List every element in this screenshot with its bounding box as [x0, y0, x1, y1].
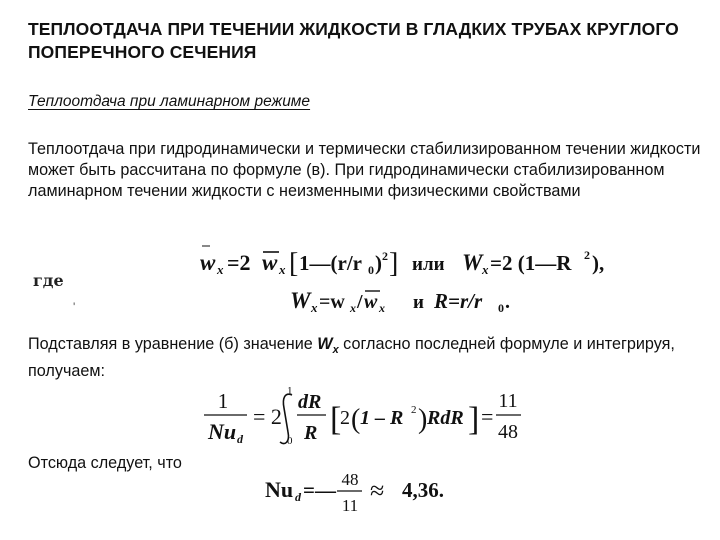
svg-text:или: или [412, 254, 445, 275]
svg-text:2: 2 [382, 249, 388, 263]
svg-text:d: d [295, 490, 301, 504]
svg-text:48: 48 [498, 421, 518, 443]
svg-text:]: ] [468, 401, 480, 438]
svg-text:[: [ [289, 248, 299, 279]
svg-text:1 – R: 1 – R [360, 407, 404, 429]
paragraph-intro: Теплоотдача при гидродинамически и термически стабилизированном течении жидкости может быть рассчитана по формуле (в). При гидродинамически стабилизированном ламинарном течении жидкости с неизменными физическими свойствами [28, 140, 701, 200]
stray-mark: ' [73, 300, 76, 314]
paragraph-substitution-after: согласно последней формуле и интегрируя, получаем: [28, 335, 675, 381]
formula-velocity-profile [200, 246, 604, 279]
formula-dimensionless [290, 288, 510, 315]
svg-text:w: w [200, 250, 216, 275]
svg-text:=2 (1—R: =2 (1—R [490, 251, 572, 275]
svg-text:w: w [262, 250, 278, 275]
svg-text:2: 2 [411, 404, 417, 416]
svg-text:x: x [379, 301, 385, 315]
svg-text:x: x [350, 301, 356, 315]
svg-text:W: W [290, 288, 311, 313]
svg-text:): ) [418, 404, 428, 435]
svg-text:),: ), [592, 251, 605, 275]
svg-text:/: / [357, 291, 363, 313]
svg-text:1: 1 [287, 385, 293, 397]
svg-text:): ) [375, 251, 382, 275]
formula-integral [204, 385, 521, 447]
svg-text:]: ] [389, 248, 399, 279]
svg-text:48: 48 [341, 470, 359, 489]
formula-result [265, 470, 444, 515]
svg-text:.: . [505, 291, 510, 313]
svg-text:dR: dR [298, 391, 322, 413]
svg-text:= 2: = 2 [253, 404, 282, 429]
svg-text:0: 0 [368, 263, 374, 277]
svg-text:=2: =2 [227, 250, 251, 275]
section-subtitle: Теплоотдача при ламинарном режиме [28, 93, 311, 110]
svg-text:x: x [482, 262, 489, 277]
svg-text:R=r/r: R=r/r [434, 289, 483, 313]
svg-text:x: x [311, 300, 318, 315]
page-title: ТЕПЛООТДАЧА ПРИ ТЕЧЕНИИ ЖИДКОСТИ В ГЛАДКИХ ТРУБАХ КРУГЛОГО ПОПЕРЕЧНОГО СЕЧЕНИЯ [28, 19, 679, 62]
variable-wx: $W_x$ [317, 335, 339, 357]
svg-text:1: 1 [217, 389, 229, 413]
svg-text:11: 11 [341, 496, 359, 515]
paragraph-substitution-before: Подставляя в уравнение (б) значение [28, 335, 318, 353]
paragraph-conclusion: Отсюда следует, что [28, 454, 182, 472]
svg-text:1—(r/r: 1—(r/r [299, 251, 362, 275]
svg-text:(: ( [351, 404, 361, 435]
svg-text:[: [ [330, 401, 342, 438]
svg-text:=—: =— [303, 478, 336, 502]
svg-text:≈: ≈ [370, 476, 385, 505]
svg-text:4,36.: 4,36. [402, 478, 444, 502]
svg-text:x: x [217, 262, 224, 277]
svg-text:W: W [462, 250, 483, 275]
svg-text:и: и [413, 292, 424, 313]
svg-text:Nu: Nu [208, 419, 237, 444]
svg-text:2: 2 [584, 248, 590, 262]
svg-text:0: 0 [498, 301, 504, 315]
svg-text:R: R [304, 422, 318, 444]
svg-text:w: w [364, 291, 378, 313]
svg-text:=w: =w [319, 291, 345, 313]
where-label: где [33, 271, 64, 290]
svg-text:11: 11 [498, 390, 518, 412]
svg-text:=: = [481, 404, 494, 429]
svg-text:x: x [279, 262, 286, 277]
svg-text:Nu: Nu [265, 477, 294, 502]
svg-text:d: d [237, 432, 243, 446]
svg-text:2: 2 [340, 407, 350, 429]
svg-text:0: 0 [287, 435, 293, 447]
svg-text:RdR: RdR [427, 407, 464, 429]
